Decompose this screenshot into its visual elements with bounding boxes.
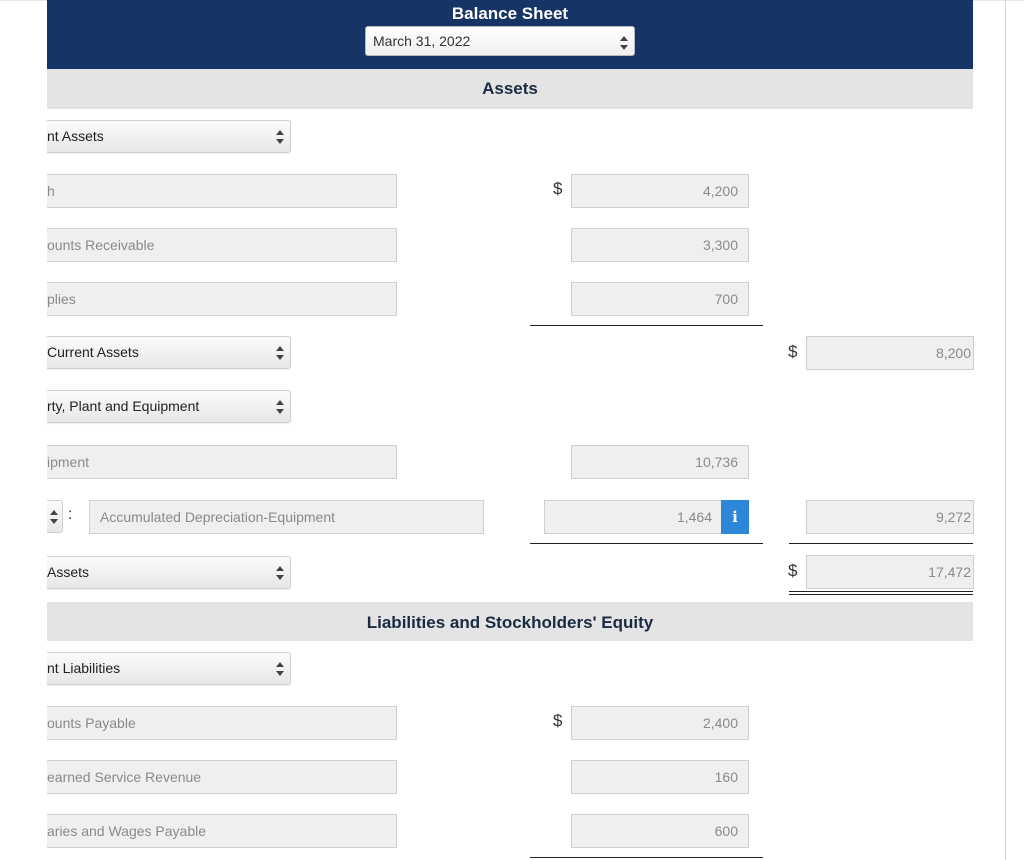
select-arrows-icon <box>276 130 284 144</box>
unearned-revenue-amount-field[interactable]: 160 <box>571 760 749 794</box>
double-rule-top <box>789 591 973 592</box>
accounts-receivable-amount-field[interactable]: 3,300 <box>571 228 749 262</box>
current-assets-select-value: nt Assets <box>47 128 104 144</box>
select-arrows-icon <box>276 662 284 676</box>
date-select[interactable] <box>365 26 635 56</box>
current-liabilities-select-value: nt Liabilities <box>47 660 121 676</box>
balance-sheet-header <box>47 0 973 69</box>
liabilities-equity-section-heading: Liabilities and Stockholders' Equity <box>47 602 973 641</box>
accounts-payable-label-field[interactable]: ounts Payable <box>47 706 397 740</box>
page-title: Balance Sheet <box>451 4 569 23</box>
total-assets-select-value: Assets <box>47 564 90 580</box>
currency-symbol: $ <box>788 342 798 361</box>
info-icon[interactable]: i <box>721 500 749 534</box>
right-border <box>1005 0 1006 860</box>
less-select[interactable] <box>47 500 63 533</box>
salaries-payable-amount-field[interactable]: 600 <box>571 814 749 848</box>
total-current-assets-select-value: Current Assets <box>47 344 139 360</box>
colon-separator: : <box>68 506 73 523</box>
accumulated-depreciation-label-field[interactable]: Accumulated Depreciation-Equipment <box>89 500 484 534</box>
select-arrows-icon <box>620 36 628 50</box>
currency-symbol: $ <box>553 711 563 730</box>
subtotal-rule <box>530 543 763 544</box>
supplies-label-field[interactable]: plies <box>47 282 397 316</box>
ppe-select-value: rty, Plant and Equipment <box>47 398 200 414</box>
unearned-revenue-label-field[interactable]: earned Service Revenue <box>47 760 397 794</box>
select-arrows-icon <box>276 346 284 360</box>
assets-section-heading: Assets <box>47 69 973 109</box>
equipment-amount-field[interactable]: 10,736 <box>571 445 749 479</box>
subtotal-rule <box>530 325 763 326</box>
equipment-label-field[interactable]: ipment <box>47 445 397 479</box>
total-assets-amount-field[interactable]: 17,472 <box>806 555 974 589</box>
total-current-assets-select[interactable] <box>47 336 291 369</box>
cash-label-field[interactable]: h <box>47 174 397 208</box>
salaries-payable-label-field[interactable]: aries and Wages Payable <box>47 814 397 848</box>
accounts-payable-amount-field[interactable]: 2,400 <box>571 706 749 740</box>
double-rule-bottom <box>789 594 973 595</box>
select-arrows-icon <box>276 566 284 580</box>
net-equipment-amount-field[interactable]: 9,272 <box>806 500 974 534</box>
ppe-select[interactable] <box>47 390 291 423</box>
cash-amount-field[interactable]: 4,200 <box>571 174 749 208</box>
total-assets-select[interactable] <box>47 556 291 589</box>
accounts-receivable-label-field[interactable]: ounts Receivable <box>47 228 397 262</box>
total-current-assets-amount-field[interactable]: 8,200 <box>806 336 974 370</box>
accumulated-depreciation-amount-field[interactable]: 1,464 <box>544 500 722 534</box>
subtotal-rule <box>530 857 763 858</box>
currency-symbol: $ <box>788 561 798 580</box>
subtotal-rule <box>789 543 973 544</box>
currency-symbol: $ <box>553 179 563 198</box>
current-assets-select[interactable] <box>47 120 291 153</box>
supplies-amount-field[interactable]: 700 <box>571 282 749 316</box>
select-arrows-icon <box>50 510 58 524</box>
select-arrows-icon <box>276 400 284 414</box>
current-liabilities-select[interactable] <box>47 652 291 685</box>
date-select-value: March 31, 2022 <box>373 33 471 49</box>
